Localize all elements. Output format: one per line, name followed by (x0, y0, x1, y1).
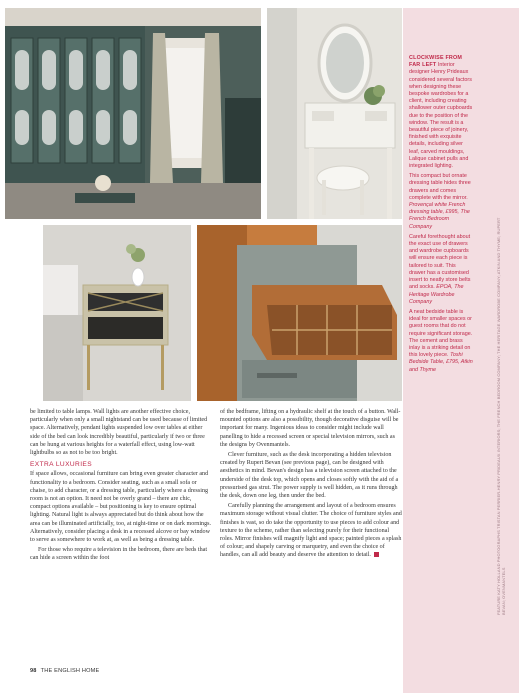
body-paragraph: Clever furniture, such as the desk incorporating a hidden television created by Rupert Bevan (see previous page), can be designed with aesthetics in mind. Bevan's design has a television screen attached to the underside of the desk top, which opens and closes softly with the aid of a pressurised gas strut. The power supply is well hidden, as it runs through the desk, down one leg, then under the bed. (220, 452, 399, 500)
body-paragraph: If space allows, occasional furniture can bring even greater character and functionality to a bedroom. Consider seating, such as a small sofa or chaise, to add character, or a dressing table, particularly where a dressing room is not an option. It need not be overly grand – there are chic, compact options available – but positioning is key to ensure optimal lighting. Natural light is always appreciated but do think about how the area can be illuminated artificially, too, at night-time or on dark mornings. Alternatively, consider placing a desk in a recessed alcove or bay window to serve as somewhere to work at, as well as being a dressing table. (30, 471, 212, 544)
body-paragraph-text: Carefully planning the arrangement and layout of a bedroom ensures maximum storage without visual clutter. The choice of furniture styles and finishes is vast, so do take the opportunity to use pieces to add colour and texture to the scheme, rather than selecting purely for their functional roles. Mirror finishes will magnify light and space; painted pieces a splash of colour; and shapely carving or marquetry, and even the choice of handles, can all add beauty and deserve the attention to detail. (220, 503, 402, 559)
caption-text (409, 55, 473, 377)
photo-credits (496, 205, 506, 615)
body-paragraph-last (220, 502, 403, 559)
caption-bedside-table: A neat bedside table is ideal for smaller spaces or guest rooms that do not require significant storage. The cement and brass inlay is a striking detail on this lovely piece. (409, 308, 473, 359)
body-column-2 (220, 408, 403, 562)
photo-wardrobe-room (5, 8, 261, 219)
body-paragraph: For those who require a television in the bedroom, there are beds that can hide a screen within the foot (30, 547, 208, 562)
photo-credits-text: FEATURE KATY HOLLAND PHOTOGRAPHS TRISTAN PERRIER-HENRY PRIDEAUX INTERIORS; THE FRENCH BEDROOM COMPANY; THE HERITAGE WARDROBE COMPANY; ATKIN AND THYME; RUPERT BEVAN; OVENMANTELS (496, 217, 506, 615)
photo-bedside-table (43, 225, 191, 401)
page-number: 98 (30, 668, 37, 674)
body-paragraph: be limited to table lamps. Wall lights are another effective choice, particularly when only a small nightstand can be used because of limited space. Alternatively, pendant lights suspended low over tables at either side of the bed can look incredibly beautiful, particularly if two or three can be hung at various heights for a waterfall effect, using low-watt lightbulbs so as not to be too bright. (30, 409, 208, 457)
caption-dressing-table: This compact but ornate dressing table hides three drawers and comes complete with the mirror. (409, 173, 471, 201)
photo-dressing-table (267, 8, 402, 219)
end-mark-icon (374, 552, 379, 557)
page-footer (30, 668, 99, 674)
caption-wardrobes: Interior designer Henry Prideaux considered several factors when designing these bespoke wardrobes for a client, including creating shallower outer cupboards due to the position of the window. The result is a beautiful piece of joinery, finished with exquisite details, including silver leaf, carved mouldings, Lalique cabinet pulls and integrated lighting. (409, 62, 473, 170)
section-subhead: EXTRA LUXURIES (30, 461, 93, 469)
credit-bedside-table: Toshi Bedside Table, £795, Atkin and Thyme (409, 352, 473, 373)
magazine-name: THE ENGLISH HOME (40, 668, 100, 674)
body-column-1 (30, 408, 211, 565)
credit-dressing-table: Provençal white French dressing table, £995, The French Bedroom Company (409, 202, 470, 230)
body-paragraph: of the bedframe, lifting on a hydraulic shelf at the touch of a button. Wall-mounted options are also a possibility, though decorative disguise will be important for many. Ingenious ideas to consider might include wall panelling to hide a recessed screen or special television mirrors, such as the designs by Ovenmantels. (220, 409, 401, 448)
photo-drawer-insert (197, 225, 402, 401)
caption-drawer: Careful forethought about the exact use of drawers and wardrobe cupboards will ensure each piece is tailored to suit. This drawer has a customised insert to neatly store belts and socks. (409, 233, 471, 291)
caption-heading: CLOCKWISE FROM FAR LEFT (409, 55, 463, 69)
credit-drawer: EPOA, The Heritage Wardrobe Company (409, 284, 464, 305)
